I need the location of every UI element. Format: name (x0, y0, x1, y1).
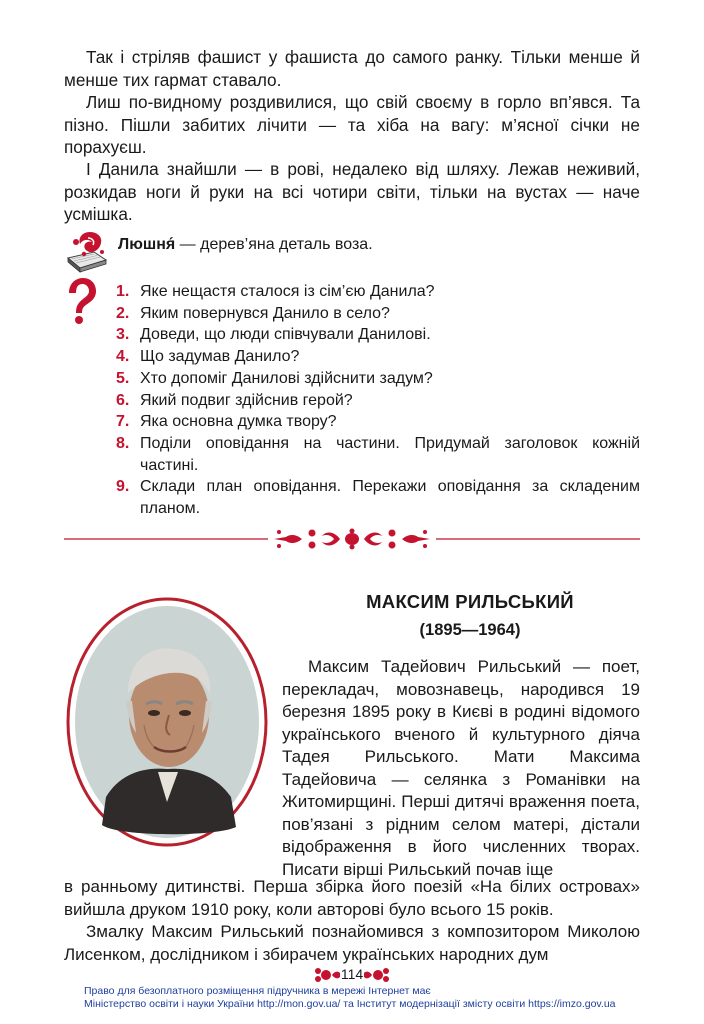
question-item (116, 281, 640, 303)
question-number: 8. (116, 434, 130, 452)
question-text: Яке нещастя сталося із сім’єю Данила? (140, 283, 435, 300)
author-name-heading: МАКСИМ РИЛЬСЬКИЙ (366, 591, 574, 612)
question-number: 3. (116, 326, 130, 344)
page-number: 114 (340, 966, 364, 982)
question-mark-icon (64, 277, 98, 325)
question-number: 6. (116, 391, 130, 409)
question-number: 9. (116, 478, 130, 496)
license-footer (84, 985, 644, 1010)
glossary-note (64, 228, 644, 276)
question-number: 4. (116, 348, 130, 366)
footer-line-1: Право для безоплатного розміщення підручника в мережі Інтернет має (84, 985, 431, 997)
question-number: 1. (116, 283, 130, 300)
question-item (116, 411, 640, 433)
author-bio-paragraph-1: Максим Тадейович Рильський — поет, перекладач, мовознавець, народився 19 березня 1895 року в Києві в родині відомого українського вченого й культурного діяча Тадея Рильського. Мати Максима Тадейовича — селянка з Романівки на Житомирщині. Перші дитячі враження поета, пов’язані з рідним селом матері, дістали відображення в його численних творах. Писати вірші Рильський почав іще (282, 657, 640, 879)
ornamental-divider (64, 522, 640, 552)
question-text: Яким повернувся Данило в село? (140, 304, 390, 322)
question-text: Поділи оповідання на частини. Придумай заголовок кожній частині. (140, 434, 640, 474)
question-item (116, 303, 640, 325)
questions-list (116, 281, 640, 520)
glossary-text (118, 235, 373, 255)
book-with-ornament-icon (64, 228, 110, 274)
question-text: Який подвиг здійснив герой? (140, 391, 353, 409)
question-text: Доведи, що люди співчували Данилові. (140, 326, 431, 344)
question-text: Хто допоміг Данилові здійснити задум? (140, 369, 433, 387)
question-item (116, 324, 640, 346)
question-item (116, 390, 640, 412)
author-years: (1895—1964) (419, 621, 521, 639)
story-paragraph-1: Так і стріляв фашист у фашиста до самого ранку. Тільки менше й менше тих гармат ставало. (64, 47, 640, 90)
question-item (116, 368, 640, 390)
question-text: Склади план оповідання. Перекажи оповідання за складеним планом. (140, 478, 640, 518)
glossary-term: Люшня́ (118, 236, 176, 253)
question-item (116, 476, 640, 519)
question-text: Яка основна думка твору? (140, 413, 337, 431)
question-item (116, 433, 640, 476)
question-number: 2. (116, 304, 130, 322)
story-paragraph-2: Лиш по-видному роздивилися, що свій своєму в горло вп’явся. Та пізно. Пішли забитих лічити — та хіба на вагу: м’ясної січки не порахуєш. (64, 92, 640, 157)
author-bio-paragraph-2: Змалку Максим Рильський познайомився з композитором Миколою Лисенком, дослідником і збирачем українських народних дум (64, 922, 640, 964)
glossary-definition: — дерев’яна деталь воза. (175, 236, 373, 253)
question-item (116, 346, 640, 368)
footer-line-2: Міністерство освіти і науки України http://mon.gov.ua/ та Інститут модернізації змісту освіти https://imzo.gov.ua (84, 997, 616, 1010)
question-number: 5. (116, 369, 130, 387)
question-number: 7. (116, 413, 130, 431)
question-text: Що задумав Данило? (140, 348, 300, 366)
author-portrait (66, 597, 268, 847)
story-paragraph-3: І Данила знайшли — в рові, недалеко від шляху. Лежав неживий, розкидав ноги й руки на всі чотири світи, тільки на вустах — наче усмішка. (64, 159, 640, 224)
page-number-block (302, 964, 402, 986)
author-bio-paragraph-1-continued: в ранньому дитинстві. Перша збірка його поезій «На білих островах» вийшла друком 1910 року, коли авторові було всього 15 років. (64, 877, 640, 919)
